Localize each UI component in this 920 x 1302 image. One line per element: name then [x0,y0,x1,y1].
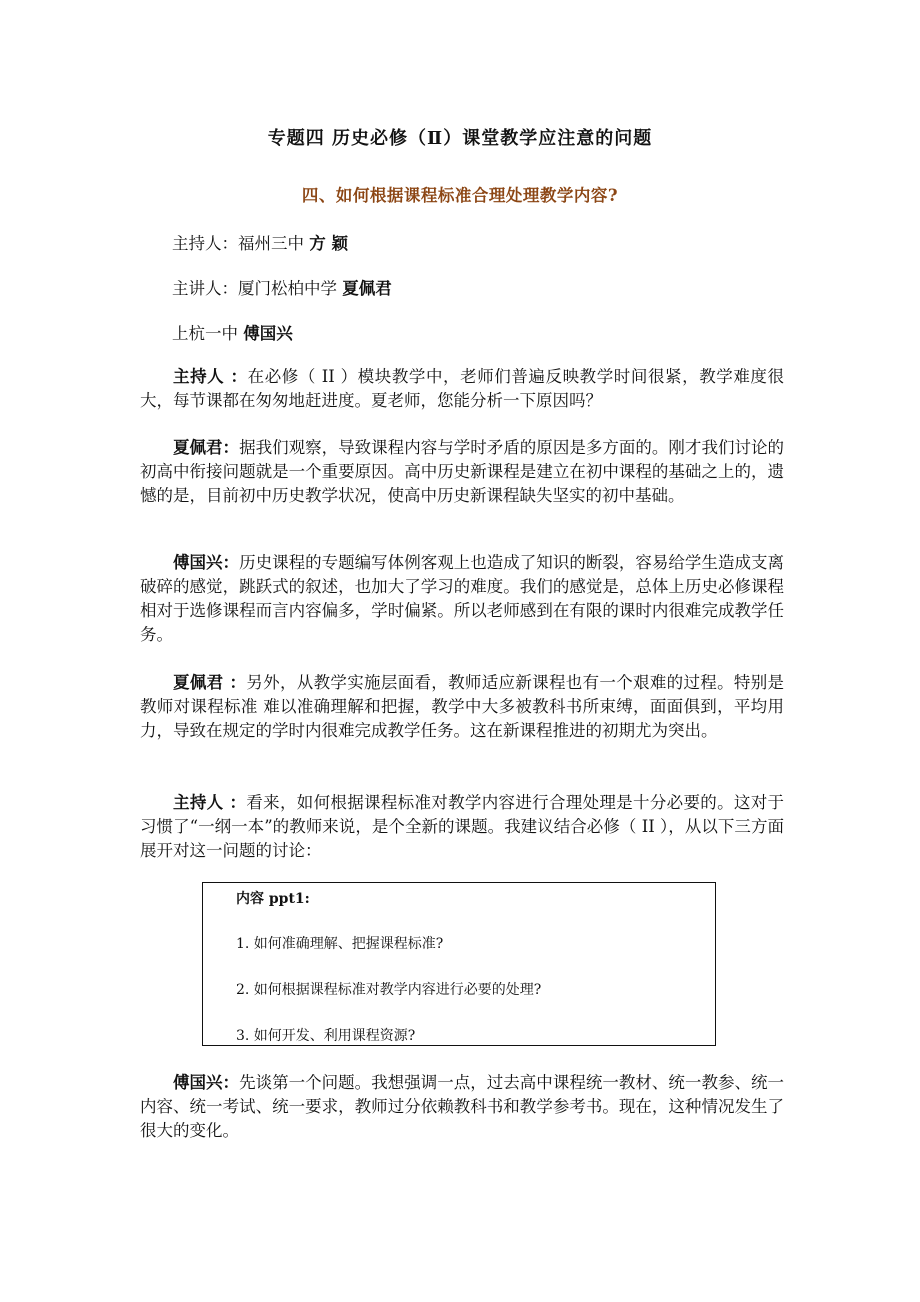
speaker-line-2 [172,320,293,344]
paragraph-text: 据我们观察，导致课程内容与学时矛盾的原因是多方面的。刚才我们讨论的初高中衔接问题就是一个重要原因。高中历史新课程是建立在初中课程的基础之上的，遗憾的是，目前初中历史教学状况，使高中历史新课程缺失坚实的初中基础。 [140,438,785,505]
box-heading: 内容 ppt1: [236,891,310,907]
speaker-label: 上杭一中 [172,324,244,343]
speaker-label: 主讲人：厦门松柏中学 [172,279,343,298]
dialogue-paragraph [140,365,784,413]
paragraph-text: 历史课程的专题编写体例客观上也造成了知识的断裂，容易给学生造成支离破碎的感觉，跳跃式的叙述，也加大了学习的难度。我们的感觉是，总体上历史必修课程相对于选修课程而言内容偏多，学时偏紧。所以老师感到在有限的课时内很难完成教学任务。 [140,553,785,644]
paragraph-text: 看来，如何根据课程标准对教学内容进行合理处理是十分必要的。这对于习惯了“一纲一本”的教师来说，是个全新的课题。我建议结合必修（ II ），从以下三方面展开对这一问题的讨论： [140,793,784,860]
section-heading: 四、如何根据课程标准合理处理教学内容? [301,186,619,205]
speaker: 主持人 ： [173,793,247,812]
box-item: 2. 如何根据课程标准对教学内容进行必要的处理? [236,982,542,998]
speaker: 傅国兴： [173,553,240,572]
speaker: 主持人 ： [173,367,248,386]
box-item: 1. 如何准确理解、把握课程标准? [236,936,444,952]
speaker-name: 傅国兴 [243,324,293,343]
ppt-content-box [202,882,716,1046]
speaker: 夏佩君： [173,438,240,457]
paragraph-text: 另外，从教学实施层面看，教师适应新课程也有一个艰难的过程。特别是教师对课程标准 难以准确理解和把握，教学中大多被教科书所束缚，面面俱到，平均用力，导致在规定的学时内很难完成教学任务。这在新课程推进的初期尤为突出。 [140,673,784,740]
paragraph-text: 在必修（ II ）模块教学中，老师们普遍反映教学时间很紧，教学难度很大，每节课都在匆匆地赶进度。夏老师，您能分析一下原因吗？ [140,367,784,410]
speaker-name: 夏佩君 [342,279,392,298]
host-label: 主持人：福州三中 [172,234,310,253]
dialogue-paragraph [140,551,784,647]
paragraph-text: 先谈第一个问题。我想强调一点，过去高中课程统一教材、统一教参、统一内容、统一考试、统一要求，教师过分依赖教科书和教学参考书。现在，这种情况发生了很大的变化。 [140,1073,785,1140]
dialogue-paragraph [140,436,784,508]
dialogue-paragraph [140,671,784,743]
speaker: 傅国兴： [173,1073,240,1092]
dialogue-paragraph [140,1071,784,1143]
box-item: 3. 如何开发、利用课程资源? [236,1028,416,1044]
document-title: 专题四 历史必修（Ⅱ）课堂教学应注意的问题 [267,128,653,149]
dialogue-paragraph [140,791,784,863]
host-name: 方 颖 [309,234,348,253]
host-line [172,230,348,254]
speaker: 夏佩君 ： [173,673,247,692]
speaker-line-1 [172,275,392,299]
